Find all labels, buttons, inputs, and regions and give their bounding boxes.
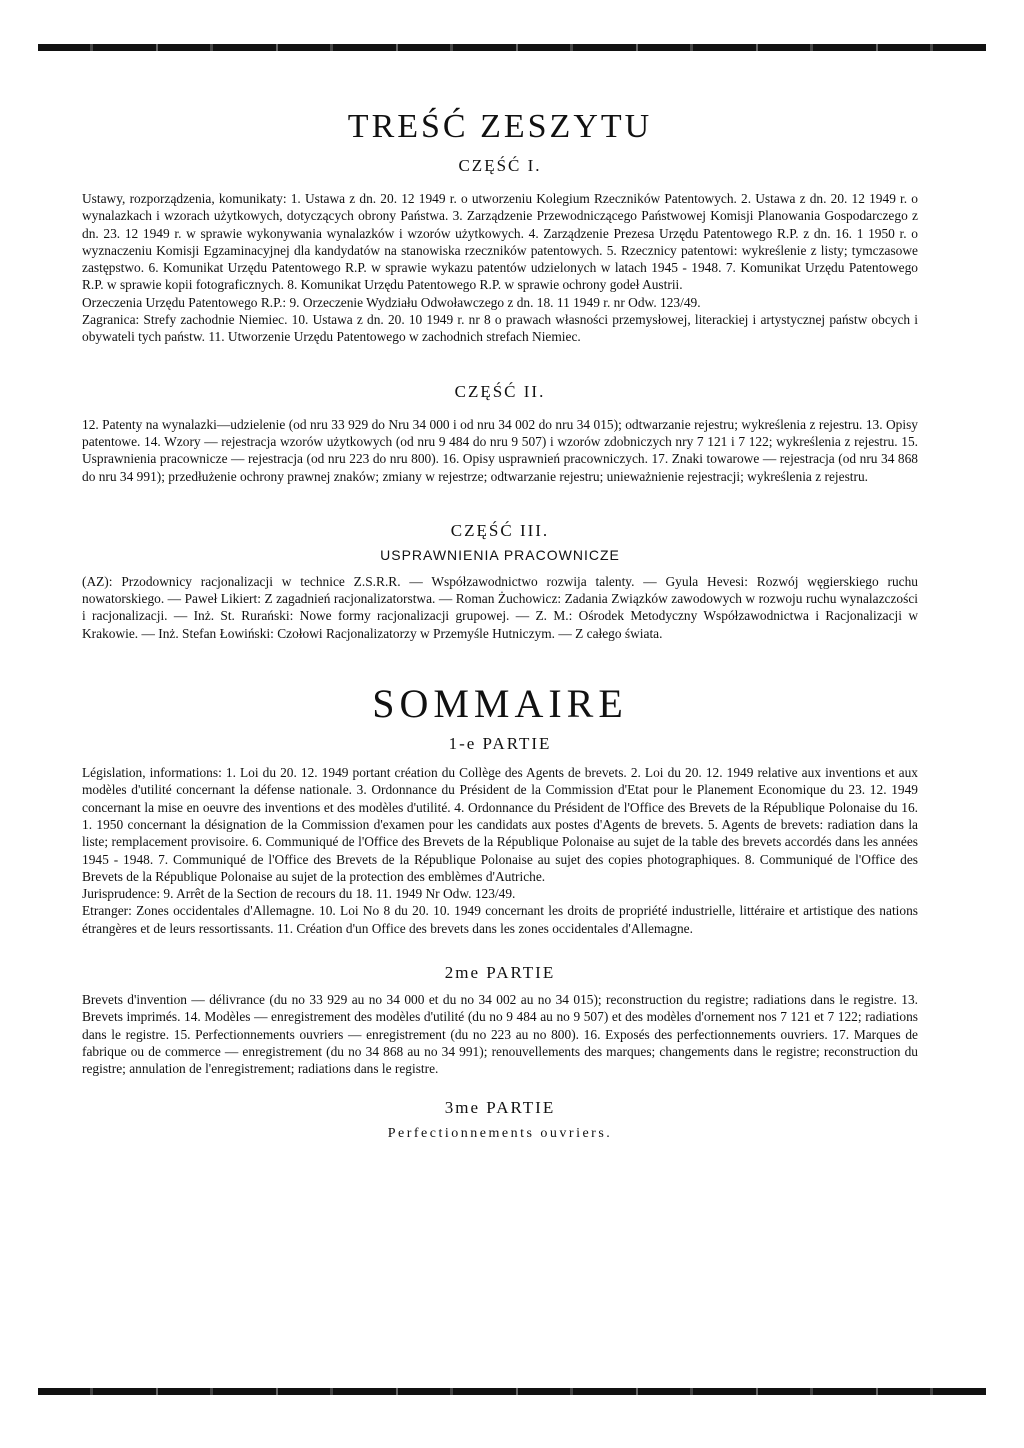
tresc-part3-heading: CZĘŚĆ III. xyxy=(450,520,550,540)
sommaire-part1-etranger: Etranger: Zones occidentales d'Allemagne. 10. Loi No 8 du 20. 10. 1949 concernant les droits de propriété industrielle, littéraire et artistique des nations étrangères et de leurs ressortissants. 11. Création d'un Office des brevets dans les zones occidentales d'Allemagne. xyxy=(82,903,918,936)
tresc-title: TREŚĆ ZESZYTU xyxy=(347,108,653,145)
sommaire-part3-heading: 3me PARTIE xyxy=(444,1097,556,1117)
tresc-part1-abroad: Zagranica: Strefy zachodnie Niemiec. 10. Ustawa z dn. 20. 10 1949 r. nr 8 o prawach własności przemysłowej, literackiej i artystycznej państw obcych i obywateli tych państw. 11. Utworzenie Urzędu Patentowego w zachodnich strefach Niemiec. xyxy=(82,312,918,345)
sommaire-part1-heading: 1-e PARTIE xyxy=(448,734,552,754)
sommaire-part1-jurisprudence: Jurisprudence: 9. Arrêt de la Section de recours du 18. 11. 1949 Nr Odw. 123/49. xyxy=(82,886,516,902)
top-border-rule xyxy=(38,44,986,51)
tresc-part2-heading: CZĘŚĆ II. xyxy=(454,381,546,401)
tresc-part1-laws: Ustawy, rozporządzenia, komunikaty: 1. Ustawa z dn. 20. 12 1949 r. o utworzeniu Kolegium Rzeczników Patentowych. 2. Ustawa z dn. 20. 12 1949 r. o wynalazkach i wzorach użytkowych, dotyczących obrony Państwa. 3. Zarządzenie Przewodniczącego Państwowej Komisji Planowania Gospodarczego z dn. 23. 12 1949 r. w sprawie wykonywania wynalazków i wzorów użytkowych. 4. Zarządzenie Prezesa Urzędu Patentowego R.P. z dn. 16. 1 1950 r. o wyznaczeniu Komisji Egzaminacyjnej dla kandydatów na stanowiska rzeczników patentowych. 5. Rzecznicy patentowi: wykreślenie z listy; tymczasowe zastępstwo. 6. Komunikat Urzędu Patentowego R.P. w sprawie wykazu patentów udzielonych w latach 1945 - 1948. 7. Komunikat Urzędu Patentowego R.P. w sprawie kopii fotograficznych. 8. Komunikat Urzędu Patentowego R.P. w sprawie ochrony godeł Austrii. xyxy=(82,191,918,293)
bottom-border-rule xyxy=(38,1388,986,1395)
sommaire-part1-legislation: Législation, informations: 1. Loi du 20. 12. 1949 portant création du Collège des Agents de brevets. 2. Loi du 20. 12. 1949 relative aux inventions et aux modèles d'utilité concernant la défense nationale. 3. Ordonnance du Président de la Commission d'Etat pour le Planement Economique du 23. 12. 1949 concernant la mise en oeuvre des inventions et des modèles d'utilité. 4. Ordonnance du Président de l'Office des Brevets de la République Polonaise du 16. 1. 1950 concernant la désignation de la Commission d'examen pour les candidats aux postes d'Agents de brevets. 5. Agents de brevets: radiation dans la liste; remplacement provisoire. 6. Communiqué de l'Office des Brevets de la République Polonaise au sujet de la table des brevets accordés dans les années 1945 - 1948. 7. Communiqué de l'Office des Brevets de la République Polonaise au sujet des copies photographiques. 8. Communiqué de l'Office des Brevets de la République Polonaise au sujet de la protection des emblèmes d'Autriche. xyxy=(82,765,918,884)
sommaire-part1 xyxy=(82,764,918,937)
tresc-part1-heading: CZĘŚĆ I. xyxy=(458,156,542,175)
sommaire-part2 xyxy=(82,991,918,1077)
page-content xyxy=(82,110,918,1142)
tresc-part3 xyxy=(82,573,918,642)
sommaire-title: SOMMAIRE xyxy=(372,681,628,727)
tresc-part2 xyxy=(82,416,918,485)
tresc-part1 xyxy=(82,190,918,346)
sommaire-part2-body: Brevets d'invention — délivrance (du no 33 929 au no 34 000 et du no 34 002 au no 34 015); reconstruction du registre; radiations dans le registre. 13. Brevets imprimés. 14. Modèles — enregistrement des modèles d'utilité (du no 9 484 au no 9 507) et des modèles d'ornement nos 7 121 et 7 122; radiations dans le registre. 15. Perfectionnements ouvriers — enregistrement (du no 223 au no 800). 16. Exposés des perfectionnements ouvriers. 17. Marques de fabrique ou de commerce — enregistrement (du no 34 868 au no 34 991); renouvellements des marques; changements dans le registre; reconstruction du registre; annulation de l'enregistrement; radiations dans le registre. xyxy=(82,992,918,1077)
tresc-part3-body: (AZ): Przodownicy racjonalizacji w technice Z.S.R.R. — Współzawodnictwo rozwija talenty. — Gyula Hevesi: Rozwój węgierskiego ruchu nowatorskiego. — Paweł Likiert: Z zagadnień racjonalizatorstwa. — Roman Żuchowicz: Zadania Związków zawodowych w rozwoju ruchu wynalazczości i racjonalizacji. — Inż. St. Rurański: Nowe formy racjonalizacji grupowej. — Z. M.: Ośrodek Metodyczny Współzawodnictwa i Racjonalizacji w Krakowie. — Inż. Stefan Łowiński: Czołowi Racjonalizatorzy w Przemyśle Hutniczym. — Z całego świata. xyxy=(82,573,918,641)
tresc-part3-subheading: USPRAWNIENIA PRACOWNICZE xyxy=(380,546,620,563)
sommaire-part3 xyxy=(82,1124,918,1142)
tresc-part2-body: 12. Patenty na wynalazki—udzielenie (od nru 33 929 do Nru 34 000 i od nru 34 002 do nru 34 015); odtwarzanie rejestru; wykreślenia z rejestru. 13. Opisy patentowe. 14. Wzory — rejestracja wzorów użytkowych (od nru 9 484 do nru 9 507) i wzorów zdobniczych nry 7 121 i 7 122; wykreślenia z rejestru. 15. Usprawnienia pracownicze — rejestracja (od nru 223 do nru 800). 16. Opisy usprawnień pracowniczych. 17. Znaki towarowe — rejestracja (od nru 34 868 do nru 34 991); przedłużenie ochrony prawnej znaków; zmiany w rejestrze; odtwarzanie rejestru; unieważnienie rejestracji; wykreślenia z rejestru. xyxy=(82,416,918,484)
sommaire-part2-heading: 2me PARTIE xyxy=(444,963,556,983)
sommaire-part3-body: Perfectionnements ouvriers. xyxy=(387,1125,613,1141)
tresc-part1-rulings: Orzeczenia Urzędu Patentowego R.P.: 9. Orzeczenie Wydziału Odwoławczego z dn. 18. 11 1949 r. nr Odw. 123/49. xyxy=(82,294,701,310)
